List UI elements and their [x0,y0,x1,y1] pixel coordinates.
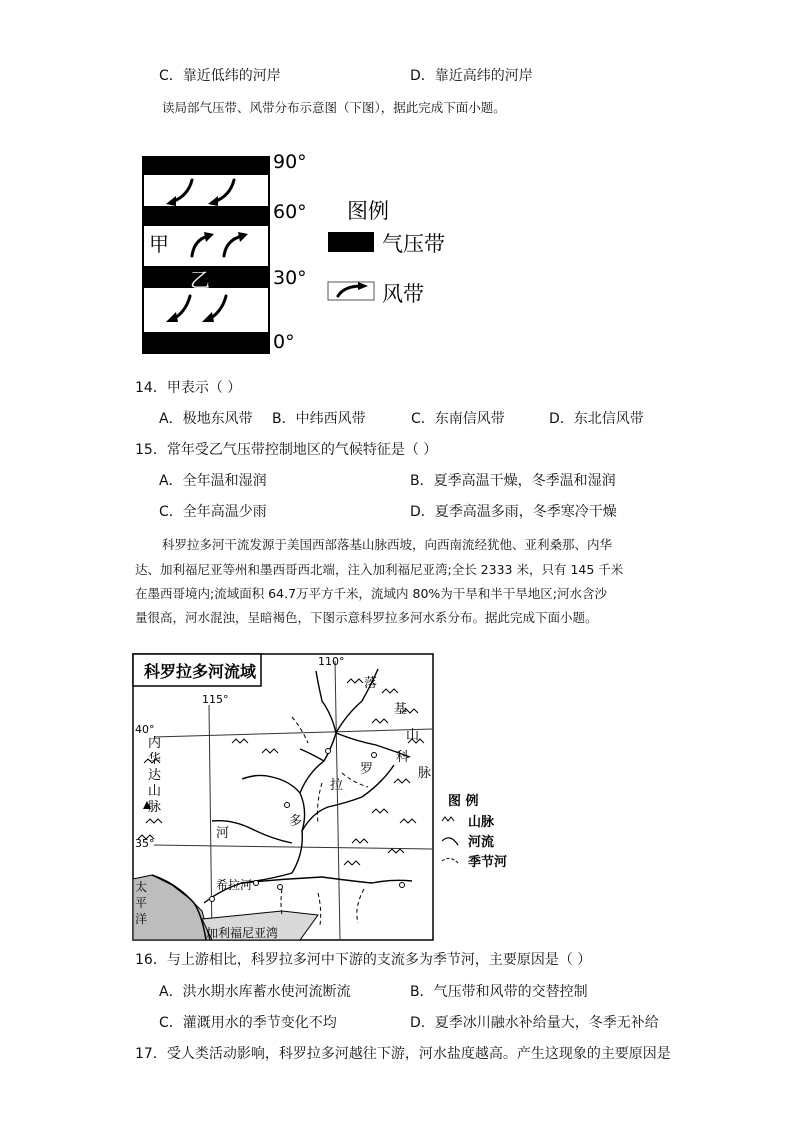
gulf-label: 加利福尼亚湾 [206,926,279,940]
map-legend-title: 图 例 [448,794,479,809]
q16-option-a: A．洪水期水库蓄水使河流断流 [159,984,351,1000]
q14-option-c: C．东南信风带 [411,411,505,427]
map-title: 科罗拉多河流域 [144,662,257,681]
rocky-3: 山 [406,728,420,743]
lat-35: 35° [135,837,155,850]
q15-option-d: D．夏季高温多雨，冬季寒冷干燥 [410,504,617,520]
q14-stem: 14．甲表示（ ） [135,380,242,396]
nevada-3: 达 [148,768,162,783]
map-legend-mountain: 山脉 [468,815,495,830]
intro-colorado-4: 量很高，河水混浊，呈暗褐色，下图示意科罗拉多河水系分布。据此完成下面小题。 [135,610,598,625]
q14-option-b: B．中纬西风带 [272,411,366,427]
pacific-3: 洋 [135,912,148,926]
lat-0: 0° [273,331,295,353]
legend-pressure-swatch [328,232,374,252]
rocky-5: 脉 [418,766,432,781]
nevada-4: 山 [148,784,162,799]
pressure-belt-subpolar-low [143,206,269,226]
q15-option-c: C．全年高温少雨 [159,504,267,520]
lat-90: 90° [273,151,307,173]
gila-river: 希拉河 [216,878,253,892]
legend-wind-label: 风带 [382,282,424,306]
legend-wind-swatch [328,282,374,300]
pressure-wind-figure [130,140,460,360]
intro-colorado-3: 在墨西哥境内;流域面积 64.7万平方千米，流域内 80%为干旱和半干旱地区;河水含沙 [135,586,607,601]
rocky-2: 基 [394,702,408,717]
pressure-belt-equatorial-low [143,332,269,353]
q15-stem: 15．常年受乙气压带控制地区的气候特征是（ ） [135,442,438,458]
q15-option-a: A．全年温和湿润 [159,473,267,489]
lon-115: 115° [202,693,229,706]
pacific-2: 平 [135,896,148,910]
intro-pressure-wind: 读局部气压带、风带分布示意图（下图），据此完成下面小题。 [162,100,506,115]
q15-option-b: B．夏季高温干燥，冬季温和湿润 [410,473,616,489]
rocky-4: 科 [396,750,410,765]
q16-option-c: C．灌溉用水的季节变化不均 [159,1015,337,1031]
pacific-1: 太 [135,880,148,894]
legend-pressure-label: 气压带 [382,232,445,256]
q13-option-c: C．靠近低纬的河岸 [159,68,281,84]
colorado-4: 河 [216,826,230,841]
lat-60: 60° [273,201,307,223]
q13-option-d: D．靠近高纬的河岸 [410,68,533,84]
q14-option-a: A．极地东风带 [159,411,253,427]
nevada-5: 脉 [148,800,162,815]
label-jia: 甲 [149,232,169,256]
pressure-belt-polar-high [143,157,269,175]
q14-option-d: D．东北信风带 [549,411,644,427]
rocky-1: 落 [364,676,378,691]
lon-110: 110° [318,655,345,668]
colorado-2: 拉 [330,778,344,793]
label-yi: 乙 [190,268,210,292]
nevada-2: 华 [148,752,162,767]
nevada-1: 内 [148,736,162,751]
q16-option-b: B．气压带和风带的交替控制 [410,984,588,1000]
legend-title: 图例 [347,199,389,223]
map-legend-river: 河流 [468,835,495,850]
colorado-1: 罗 [360,762,374,777]
lat-30: 30° [273,267,307,289]
q16-option-d: D．夏季冰川融水补给量大，冬季无补给 [410,1015,659,1031]
colorado-basin-map [132,653,522,943]
intro-colorado-2: 达、加利福尼亚等州和墨西哥西北端，注入加利福尼亚湾;全长 2333 米，只有 145 千米 [135,562,624,577]
q16-stem: 16．与上游相比，科罗拉多河中下游的支流多为季节河，主要原因是（ ） [135,952,592,968]
lat-40: 40° [135,723,155,736]
q17-stem: 17．受人类活动影响，科罗拉多河越往下游，河水盐度越高。产生这现象的主要原因是 [135,1046,671,1062]
intro-colorado-1: 科罗拉多河干流发源于美国西部落基山脉西坡，向西南流经犹他、亚利桑那、内华 [162,537,613,552]
map-legend-seasonal: 季节河 [468,855,508,870]
colorado-3: 多 [289,814,303,829]
